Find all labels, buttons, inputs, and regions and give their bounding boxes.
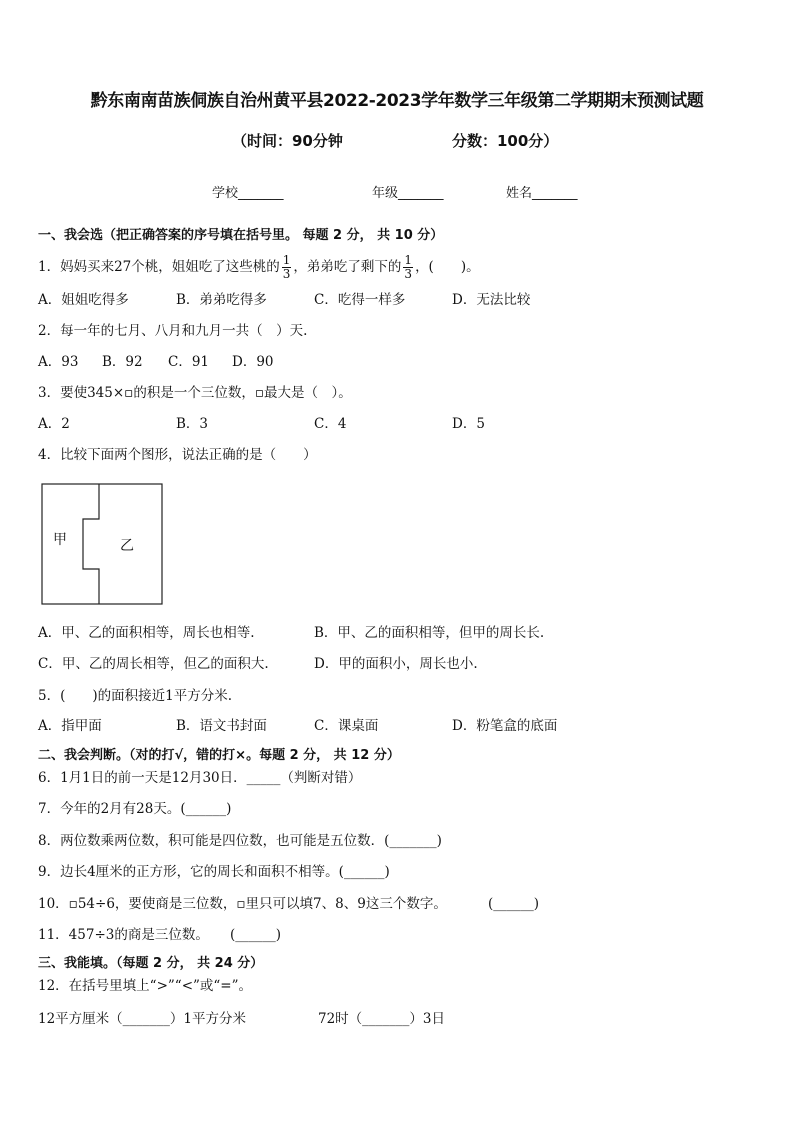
question-10: 10．▫54÷6，要使商是三位数，▫里只可以填7、8、9这三个数字。 [38, 896, 447, 912]
question-3: 3．要使345×▫的积是一个三位数，▫最大是（ ）。 [38, 385, 352, 401]
question-4: 4．比较下面两个图形，说法正确的是（ ） [38, 447, 317, 463]
name-field[interactable]: 姓名_______ [506, 186, 578, 201]
q4-option-d[interactable]: D．甲的面积小，周长也小. [314, 656, 478, 672]
q1-option-a[interactable]: A．姐姐吃得多 [38, 292, 129, 308]
question-1-text-c: ，( )。 [415, 259, 480, 275]
exam-score: 分数：100分） [452, 132, 559, 150]
question-1 [38, 254, 480, 281]
q1-option-d[interactable]: D．无法比较 [452, 292, 531, 308]
exam-time: （时间：90分钟 [232, 132, 343, 150]
question-6: 6．1月1日的前一天是12月30日．_____（判断对错） [38, 770, 362, 786]
q5-option-c[interactable]: C．课桌面 [314, 718, 379, 734]
section-1-heading: 一、我会选（把正确答案的序号填在括号里。 每题 2 分， 共 10 分） [38, 228, 444, 243]
q1-option-c[interactable]: C．吃得一样多 [314, 292, 406, 308]
question-1-text-b: ，弟弟吃了剩下的 [293, 259, 402, 275]
q4-option-b[interactable]: B．甲、乙的面积相等，但甲的周长长. [314, 625, 545, 641]
q5-option-b[interactable]: B．语文书封面 [176, 718, 267, 734]
section-2-heading: 二、我会判断。（对的打√，错的打×。每题 2 分， 共 12 分） [38, 748, 400, 763]
q2-option-b[interactable]: B．92 [102, 354, 143, 370]
q3-option-b[interactable]: B．3 [176, 416, 209, 432]
q5-option-d[interactable]: D．粉笔盒的底面 [452, 718, 558, 734]
grade-field[interactable]: 年级_______ [372, 186, 444, 201]
q5-option-a[interactable]: A．指甲面 [38, 718, 102, 734]
question-12: 12．在括号里填上“>”“<”或“=”。 [38, 978, 253, 994]
q4-option-c[interactable]: C．甲、乙的周长相等，但乙的面积大. [38, 656, 269, 672]
fraction-one-third [282, 254, 292, 281]
q2-option-a[interactable]: A．93 [38, 354, 79, 370]
fraction-denominator: 3 [282, 267, 291, 281]
question-5: 5．( )的面积接近1平方分米. [38, 688, 233, 704]
dividing-line [83, 484, 99, 604]
q3-option-c[interactable]: C．4 [314, 416, 347, 432]
q1-option-b[interactable]: B．弟弟吃得多 [176, 292, 267, 308]
label-yi: 乙 [120, 538, 134, 554]
question-1-text-a: 1．妈妈买来27个桃，姐姐吃了这些桃的 [38, 259, 280, 275]
fraction-numerator: 1 [404, 253, 413, 267]
q2-option-d[interactable]: D．90 [232, 354, 274, 370]
question-8: 8．两位数乘两位数，积可能是四位数，也可能是五位数．(_______) [38, 833, 442, 849]
fraction-numerator: 1 [282, 253, 291, 267]
shape-comparison-figure [41, 483, 165, 611]
question-12-part-a[interactable]: 12平方厘米（_______）1平方分米 [38, 1011, 247, 1027]
question-12-part-b[interactable]: 72时（_______）3日 [318, 1011, 446, 1027]
question-11: 11．457÷3的商是三位数。 [38, 927, 209, 943]
label-jia: 甲 [53, 532, 67, 548]
question-7: 7．今年的2月有28天。(______) [38, 801, 232, 817]
q3-option-a[interactable]: A．2 [38, 416, 70, 432]
fraction-one-third [403, 254, 413, 281]
page-title: 黔东南南苗族侗族自治州黄平县2022-2023学年数学三年级第二学期期末预测试题 [90, 91, 704, 111]
q4-option-a[interactable]: A．甲、乙的面积相等，周长也相等. [38, 625, 255, 641]
question-10-answer-blank[interactable]: (______) [488, 896, 540, 912]
question-11-answer-blank[interactable]: (______) [230, 927, 282, 943]
school-field[interactable]: 学校_______ [212, 186, 284, 201]
fraction-denominator: 3 [404, 267, 413, 281]
question-9: 9．边长4厘米的正方形，它的周长和面积不相等。(______) [38, 864, 390, 880]
section-3-heading: 三、我能填。（每题 2 分， 共 24 分） [38, 956, 264, 971]
q3-option-d[interactable]: D．5 [452, 416, 485, 432]
q2-option-c[interactable]: C．91 [168, 354, 210, 370]
question-2: 2．每一年的七月、八月和九月一共（ ）天. [38, 323, 308, 339]
